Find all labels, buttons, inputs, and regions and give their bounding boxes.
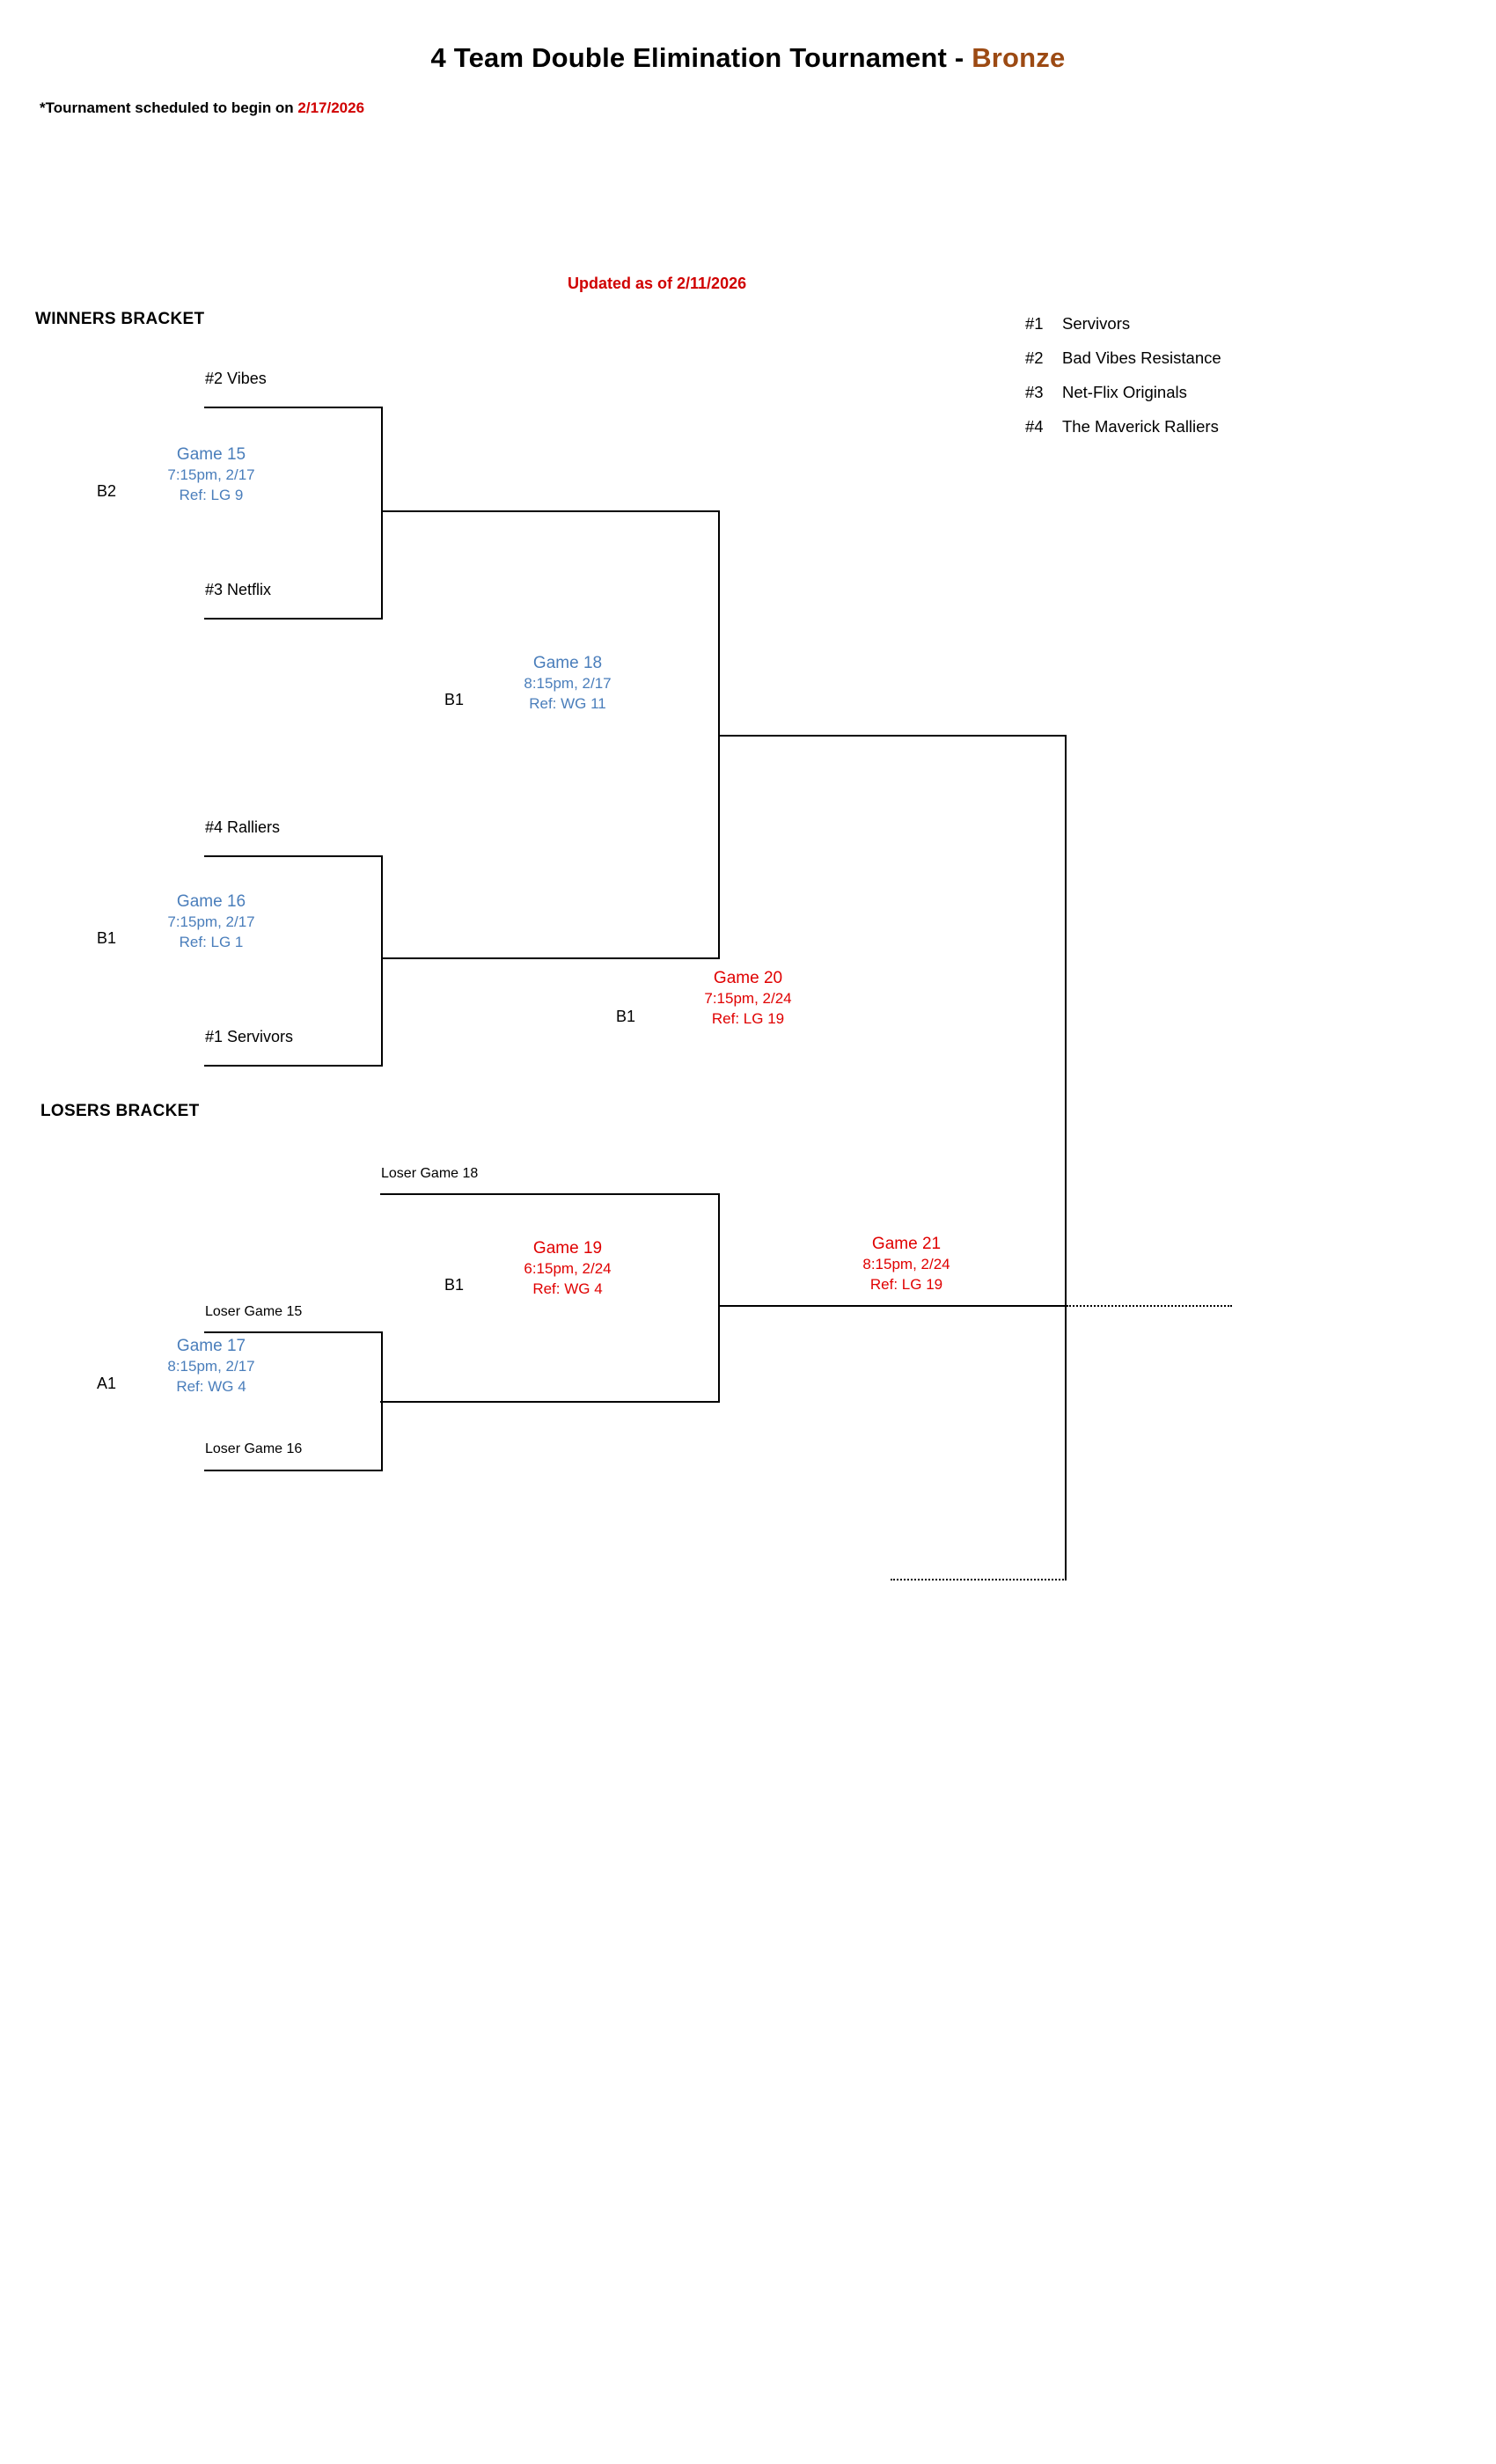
- court-label-g17: A1: [97, 1375, 117, 1392]
- seed-team: The Maverick Ralliers: [1062, 417, 1219, 436]
- seed-list-item: [1025, 409, 1221, 444]
- tournament-start-prefix: *Tournament scheduled to begin on: [40, 99, 298, 116]
- game-block-game-21: [818, 1234, 994, 1294]
- bracket-line-g18-top: [381, 510, 720, 512]
- game-name: Game 21: [871, 1235, 942, 1253]
- game-block-game-18: [480, 653, 656, 714]
- court-label-g20: B1: [616, 1008, 636, 1025]
- tournament-start-date: 2/17/2026: [297, 99, 365, 116]
- bracket-line-g15-top: [204, 407, 383, 408]
- seed-number: #1: [1025, 314, 1044, 333]
- winners-bracket-label: WINNERS BRACKET: [35, 310, 205, 328]
- game-block-game-15: [123, 444, 299, 505]
- game-name: Game 18: [532, 654, 603, 672]
- slot-wb-g16-top: #4 Ralliers: [205, 818, 281, 836]
- game-ref: Ref: WG 4: [532, 1280, 603, 1297]
- game-block-game-19: [480, 1238, 656, 1299]
- bracket-line-g16-join: [381, 855, 383, 1067]
- seed-number: #4: [1025, 417, 1044, 436]
- bracket-line-g16-bot: [204, 1065, 383, 1067]
- slot-lb-g17-bot: Loser Game 16: [205, 1441, 303, 1456]
- game-time: 7:15pm, 2/24: [704, 990, 792, 1007]
- game-time: 7:15pm, 2/17: [167, 466, 255, 483]
- bracket-line-g16-top: [204, 855, 383, 857]
- seed-team: Servivors: [1062, 314, 1131, 333]
- bracket-line-g19-bot: [380, 1401, 719, 1403]
- losers-bracket-label: LOSERS BRACKET: [40, 1102, 200, 1120]
- updated-date: Updated as of 2/11/2026: [568, 275, 747, 292]
- game-name: Game 17: [176, 1337, 246, 1355]
- seed-team: Net-Flix Originals: [1062, 383, 1187, 401]
- game-name: Game 16: [176, 892, 246, 911]
- game-time: 7:15pm, 2/17: [167, 913, 255, 930]
- game-ref: Ref: LG 19: [869, 1276, 943, 1293]
- court-label-g15: B2: [97, 482, 117, 500]
- slot-lb-g17-top: Loser Game 15: [205, 1304, 303, 1319]
- game-ref: Ref: WG 4: [176, 1378, 246, 1395]
- game-time: 6:15pm, 2/24: [524, 1260, 612, 1277]
- bracket-line-g17-top: [204, 1331, 383, 1333]
- bracket-line-g21-bot-dashed: [891, 1579, 1067, 1580]
- court-label-g19: B1: [444, 1276, 465, 1294]
- game-time: 8:15pm, 2/17: [524, 675, 612, 692]
- bracket-line-g21-top-dashed: [1067, 1305, 1232, 1307]
- game-name: Game 20: [713, 969, 783, 987]
- bracket-line-g15-bot: [204, 618, 383, 620]
- page-title: [0, 42, 1496, 74]
- seed-number: #3: [1025, 383, 1044, 401]
- seed-list-item: [1025, 306, 1221, 341]
- court-label-g16: B1: [97, 929, 117, 947]
- tournament-start-note: [40, 99, 364, 117]
- slot-lb-g19-top: Loser Game 18: [381, 1166, 479, 1181]
- seed-list-item: [1025, 375, 1221, 409]
- slot-wb-g15-bot: #3 Netflix: [205, 581, 272, 598]
- seed-list-item: [1025, 341, 1221, 375]
- bracket-line-g19-join: [718, 1193, 720, 1403]
- bracket-line-g18-bot: [381, 957, 720, 959]
- game-block-game-17: [123, 1336, 299, 1397]
- bracket-line-g20-bot: [718, 1305, 1067, 1307]
- bracket-line-g19-top: [380, 1193, 719, 1195]
- page-title-accent: Bronze: [972, 42, 1066, 73]
- game-name: Game 19: [532, 1239, 603, 1258]
- page-title-main: 4 Team Double Elimination Tournament -: [430, 42, 972, 73]
- seed-team: Bad Vibes Resistance: [1062, 348, 1221, 367]
- slot-wb-g15-top: #2 Vibes: [205, 370, 267, 387]
- game-ref: Ref: LG 1: [179, 934, 244, 950]
- game-ref: Ref: LG 19: [711, 1010, 785, 1027]
- bracket-line-g21-join: [1065, 1021, 1067, 1580]
- game-block-game-20: [660, 968, 836, 1029]
- game-ref: Ref: LG 9: [179, 487, 244, 503]
- bracket-line-g17-bot: [204, 1470, 383, 1471]
- game-name: Game 15: [176, 445, 246, 464]
- bracket-line-g20-top: [718, 735, 1067, 737]
- game-ref: Ref: WG 11: [529, 695, 606, 712]
- court-label-g18: B1: [444, 691, 465, 708]
- game-time: 8:15pm, 2/24: [862, 1256, 950, 1272]
- seed-number: #2: [1025, 348, 1044, 367]
- bracket-line-g15-join: [381, 407, 383, 620]
- game-time: 8:15pm, 2/17: [167, 1358, 255, 1375]
- game-block-game-16: [123, 891, 299, 952]
- seed-list: [1025, 306, 1221, 444]
- slot-wb-g16-bot: #1 Servivors: [205, 1028, 294, 1045]
